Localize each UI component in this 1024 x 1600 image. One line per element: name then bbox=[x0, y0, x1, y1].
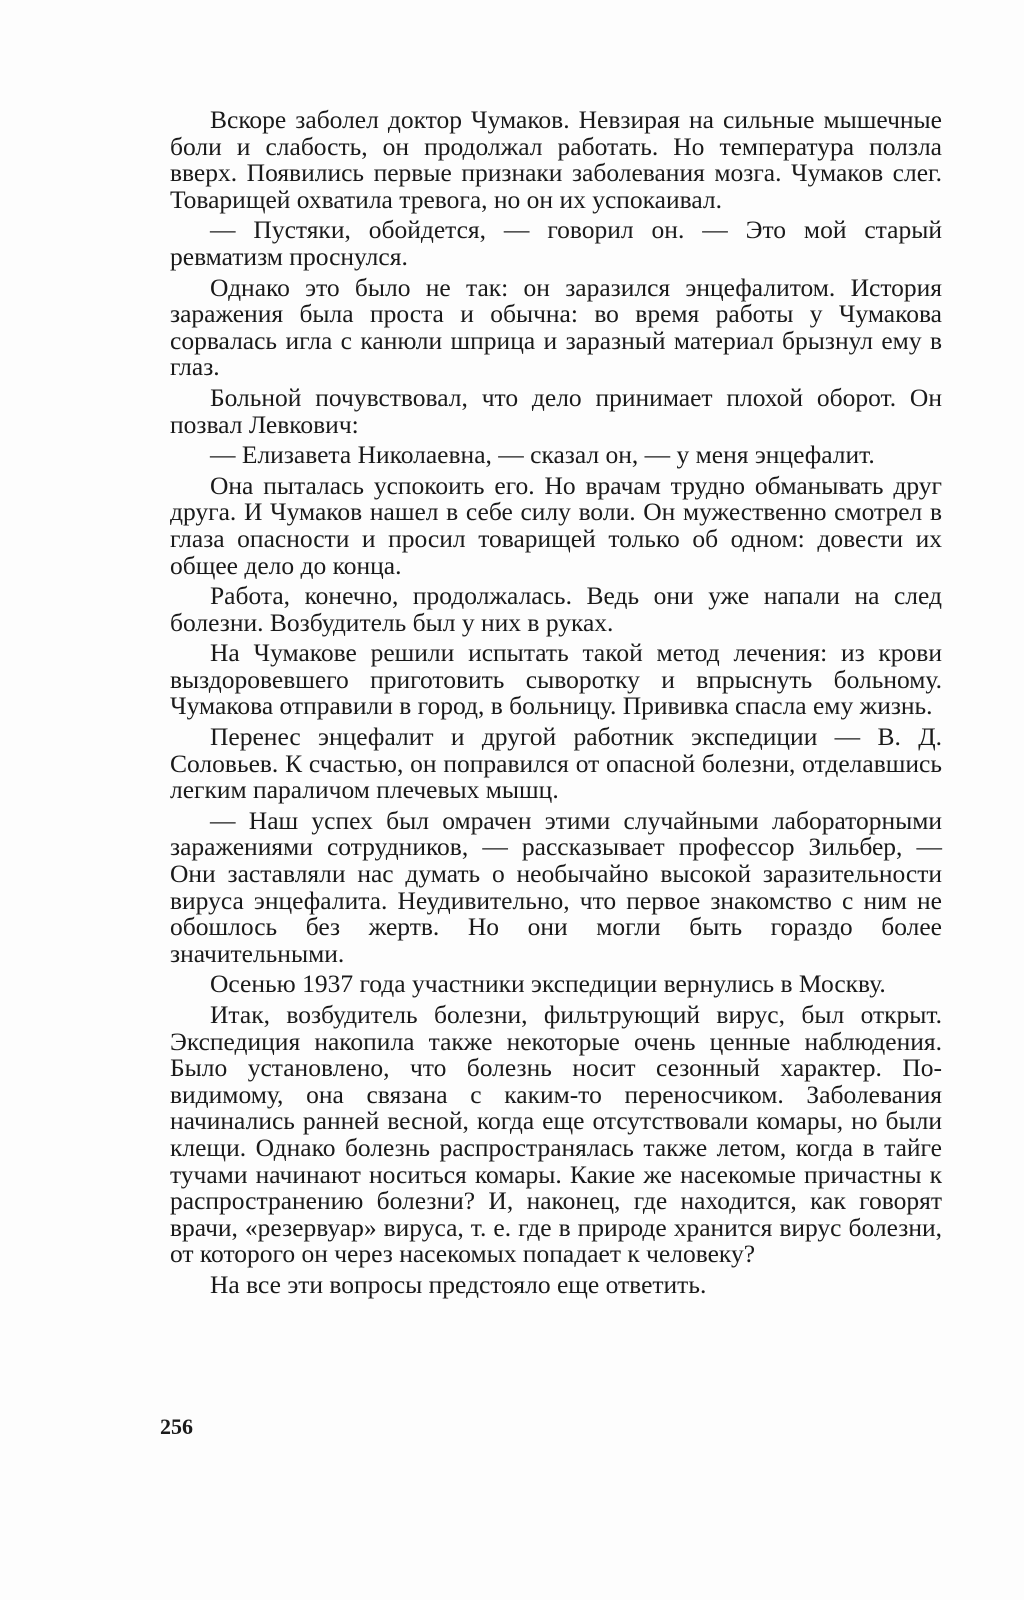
paragraph: Вскоре заболел доктор Чумаков. Невзирая на сильные мышечные боли и слабость, он продолжал работать. Но температура ползла вверх. Появились первые признаки заболевания мозга. Чумаков слег. Товарищей охватила тревога, но он их успокаивал. bbox=[170, 105, 942, 214]
paragraph: Она пыталась успокоить его. Но врачам трудно обманывать друг друга. И Чумаков нашел в себе силу воли. Он мужественно смотрел в глаза опасности и просил товарищей только об одном: довести их общее дело до конца. bbox=[170, 470, 942, 580]
paragraph: Итак, возбудитель болезни, фильтрующий вирус, был открыт. Экспедиция накопила также некоторые очень ценные наблюдения. Было установлено, что болезнь носит сезонный характер. По-видимому, она связана с каким-то переносчиком. Заболевания начинались ранней весной, когда еще отсутствовали комары, но были клещи. Однако болезнь распространялась также летом, когда в тайге тучами начинают носиться комары. Какие же насекомые причастны к распространению болезни? И, наконец, где находится, как говорят врачи, «резервуар» вируса, т. е. где в природе хранится вирус болезни, от которого он через насекомых попадает к человеку? bbox=[170, 1000, 942, 1269]
paragraph: Однако это было не так: он заразился энцефалитом. История заражения была проста и обычна: во время работы у Чумакова сорвалась игла с канюли шприца и заразный материал брызнул ему в глаз. bbox=[170, 272, 942, 382]
paragraph: Перенес энцефалит и другой работник экспедиции — В. Д. Соловьев. К счастью, он поправился от опасной болезни, отделавшись легким параличом плечевых мышц. bbox=[170, 722, 942, 805]
paragraph: — Елизавета Николаевна, — сказал он, — у меня энцефалит. bbox=[210, 440, 875, 470]
paragraph: Работа, конечно, продолжалась. Ведь они уже напали на след болезни. Возбудитель был у них в руках. bbox=[170, 581, 942, 637]
paragraph: — Пустяки, обойдется, — говорил он. — Это мой старый ревматизм проснулся. bbox=[170, 215, 942, 271]
paragraph: На Чумакове решили испытать такой метод лечения: из крови выздоровевшего приготовить сыворотку и впрыснуть больному. Чумакова отправили в город, в больницу. Прививка спасла ему жизнь. bbox=[170, 638, 942, 721]
paragraph: — Наш успех был омрачен этими случайными лабораторными заражениями сотрудников, — рассказывает профессор Зильбер, — Они заставляли нас думать о необычайно высокой заразительности вируса энцефалита. Неудивительно, что первое знакомство с ним не обошлось без жертв. Но они могли быть гораздо более значительными. bbox=[170, 805, 942, 968]
paragraph: На все эти вопросы предстояло еще ответить. bbox=[210, 1269, 707, 1299]
paragraph: Больной почувствовал, что дело принимает плохой оборот. Он позвал Левкович: bbox=[170, 382, 942, 439]
paragraph: Осенью 1937 года участники экспедиции вернулись в Москву. bbox=[210, 969, 886, 999]
body-text bbox=[170, 107, 942, 1303]
page-number: 256 bbox=[160, 1414, 193, 1439]
